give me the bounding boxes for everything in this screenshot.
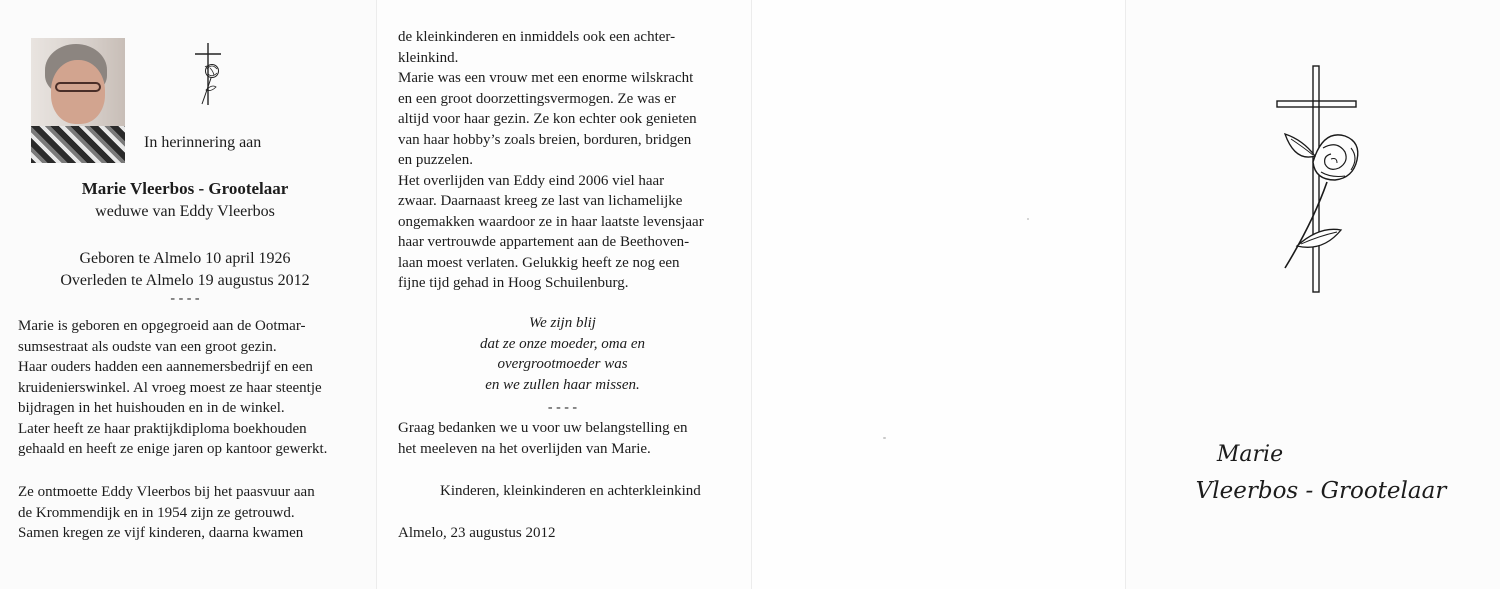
cover-first-name: Marie	[1216, 442, 1284, 467]
bio-line: haar vertrouwde appartement aan de Beethoven-	[398, 234, 690, 250]
separator: - - - -	[547, 400, 578, 415]
poem-line: overgrootmoeder was	[497, 356, 628, 372]
poem-line: We zijn blij	[529, 315, 596, 331]
poem-line: dat ze onze moeder, oma en	[480, 335, 645, 352]
cover-surname: Vleerbos - Grootelaar	[1195, 478, 1447, 504]
bio-line: van haar hobby’s zoals breien, borduren, bridgen	[398, 131, 692, 148]
intro-text: In herinnering aan	[144, 134, 262, 151]
bio-line: en een groot doorzettingsvermogen. Ze was er	[398, 90, 676, 107]
bio-line: fijne tijd gehad in Hoog Schuilenburg.	[398, 275, 629, 291]
bio-line: bijdragen in het huishouden en in de winkel.	[18, 400, 285, 416]
bio-line: Marie was een vrouw met een enorme wilskracht	[398, 70, 694, 86]
bio-line: Ze ontmoette Eddy Vleerbos bij het paasvuur aan	[18, 484, 315, 500]
bio-line: zwaar. Daarnaast kreeg ze last van lichamelijke	[398, 193, 683, 209]
bio-line: en puzzelen.	[398, 152, 473, 168]
cross-with-rose-icon	[1271, 64, 1371, 296]
portrait-photo	[31, 38, 125, 163]
place-date: Almelo, 23 augustus 2012	[398, 525, 556, 541]
bio-line: ongemakken waardoor ze in haar laatste levensjaar	[398, 213, 704, 230]
birth-line: Geboren te Almelo 10 april 1926	[79, 250, 291, 267]
bio-line: Marie is geboren en opgegroeid aan de Ootmar-	[18, 318, 306, 334]
thanks-text	[398, 418, 743, 459]
poem-line: en we zullen haar missen.	[485, 376, 640, 393]
bio-line: kruidenierswinkel. Al vroeg moest ze haar steentje	[18, 379, 322, 396]
signature-text: Kinderen, kleinkinderen en achterkleinkind	[440, 483, 701, 499]
bio-line: de kleinkinderen en inmiddels ook een achter-	[398, 29, 676, 45]
panel-middle-right	[751, 0, 1125, 589]
bio-line: Het overlijden van Eddy eind 2006 viel haar	[398, 172, 665, 189]
bio-line: laan moest verlaten. Gelukkig heeft ze nog een	[398, 254, 680, 271]
bio-line: altijd voor haar gezin. Ze kon echter ook genieten	[398, 111, 697, 127]
fold-line	[751, 0, 752, 589]
widow-line: weduwe van Eddy Vleerbos	[95, 203, 275, 220]
bio-line: Haar ouders hadden een aannemersbedrijf en een	[18, 359, 313, 375]
paper-speck	[883, 437, 886, 439]
bio-line: sumsestraat als oudste van een groot gezin.	[18, 338, 277, 355]
separator: - - - -	[170, 291, 200, 306]
thanks-line: het meeleven na het overlijden van Marie.	[398, 440, 651, 457]
deceased-name: Marie Vleerbos - Grootelaar	[81, 179, 289, 198]
bio-line: de Krommendijk en in 1954 zijn ze getrouwd.	[18, 504, 295, 521]
cross-with-rose-icon	[192, 41, 226, 109]
death-line: Overleden te Almelo 19 augustus 2012	[60, 272, 310, 289]
bio-line: Samen kregen ze vijf kinderen, daarna kwamen	[18, 525, 304, 541]
biography-part-1	[18, 316, 356, 460]
thanks-line: Graag bedanken we u voor uw belangstelling en	[398, 420, 688, 436]
biography-part-2	[18, 482, 356, 544]
fold-line	[1125, 0, 1126, 589]
bio-line: gehaald en heeft ze enige jaren op kantoor gewerkt.	[18, 441, 328, 457]
bio-line: kleinkind.	[398, 49, 459, 66]
bio-line: Later heeft ze haar praktijkdiploma boekhouden	[18, 420, 307, 437]
biography-part-3	[398, 27, 740, 294]
fold-line	[376, 0, 377, 589]
poem	[390, 313, 735, 395]
paper-speck	[1027, 218, 1029, 220]
